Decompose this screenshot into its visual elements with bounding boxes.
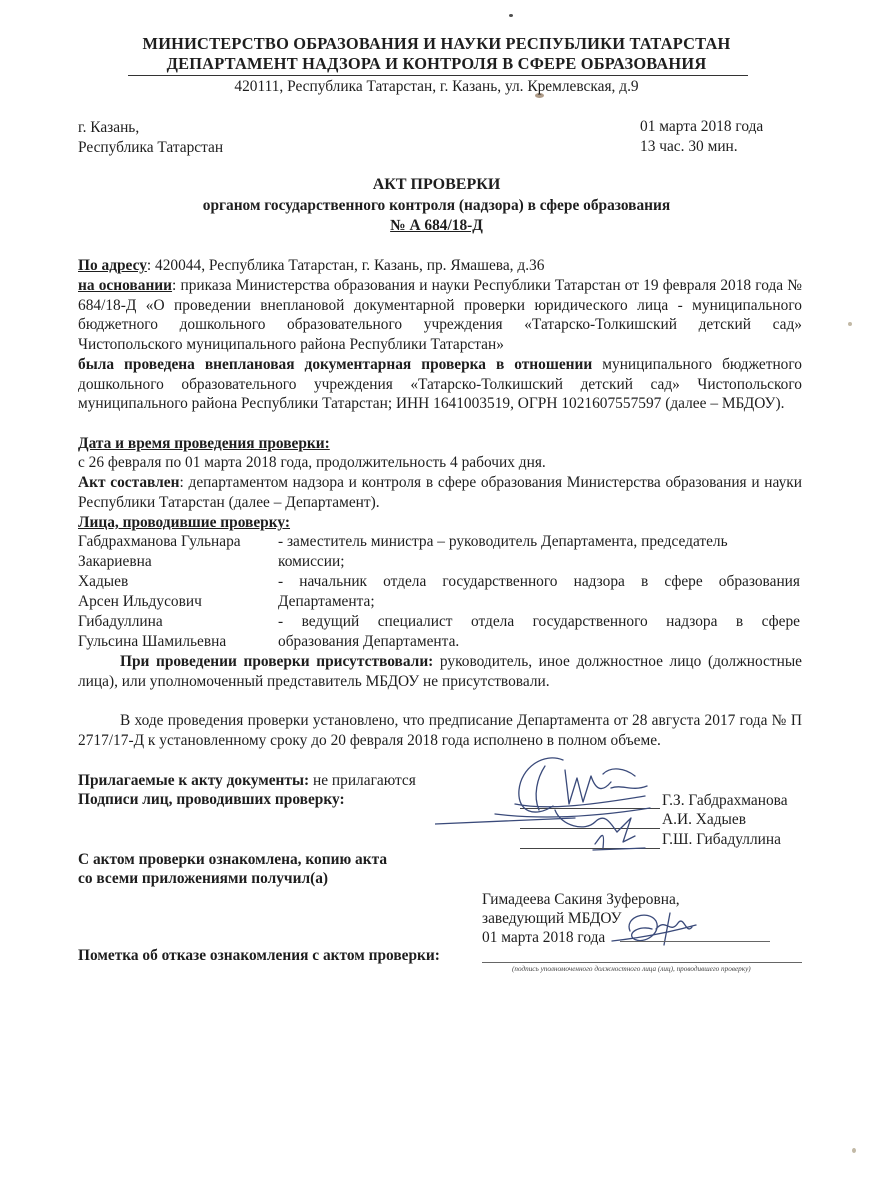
- persons-label: Лица, проводившие проверку:: [78, 514, 291, 531]
- person-1-name-text: Габдрахманова Гульнара: [78, 533, 241, 550]
- recipient-signature-image: [600, 905, 710, 955]
- basis-paragraph: [78, 276, 802, 354]
- person-2-role: [278, 572, 800, 611]
- person-1-name-line2: Закариевна: [78, 552, 152, 570]
- dates-label: Дата и время проведения проверки:: [78, 435, 330, 452]
- person-3-role-line2: образования Департамента.: [278, 632, 460, 650]
- person-2-name: [78, 572, 278, 611]
- place-region: Республика Татарстан: [78, 139, 224, 156]
- inspection-paragraph: [78, 355, 802, 414]
- signer-2: А.И. Хадыев: [662, 811, 746, 828]
- refusal-label: Пометка об отказе ознакомления с актом проверки:: [78, 947, 440, 964]
- signatures-label: Подписи лиц, проводивших проверку:: [78, 791, 345, 808]
- finding-paragraph: В ходе проведения проверки установлено, что предписание Департамента от 28 августа 2017 года № П 2717/17-Д к установленному сроку до 20 февраля 2018 года исполнено в полном объеме.: [78, 712, 802, 749]
- person-3-role: [278, 612, 800, 651]
- person-1-role-line1: - заместитель министра – руководитель Департамента, председатель: [278, 533, 728, 550]
- recipient-name: Гимадеева Сакиня Зуферовна,: [482, 891, 680, 908]
- inspection-value: муниципального бюджетного дошкольного образовательного учреждения «Татарско-Толкишский детский сад» Чистопольского муниципального района Республики Татарстан; ИНН 1641003519, ОГРН 1021607557597 (далее – МБДОУ).: [78, 356, 802, 413]
- person-3-name-line1: Гибадуллина: [78, 613, 163, 630]
- address-value: : 420044, Республика Татарстан, г. Казань, пр. Ямашева, д.36: [146, 257, 545, 274]
- act-number: № А 684/18-Д: [390, 217, 483, 234]
- act-title: АКТ ПРОВЕРКИ: [372, 176, 501, 193]
- attachments-value: не прилагаются: [312, 772, 416, 789]
- header-department: ДЕПАРТАМЕНТ НАДЗОРА И КОНТРОЛЯ В СФЕРЕ ОБРАЗОВАНИЯ: [166, 54, 707, 73]
- person-2-role-line2: Департамента;: [278, 592, 375, 610]
- present-value: руководитель, иное должностное лицо (должностные лица), или уполномоченный представитель МБДОУ не присутствовали.: [78, 653, 803, 690]
- attachments-line: [78, 771, 416, 791]
- act-time: 13 час. 30 мин.: [640, 138, 738, 155]
- place-city: г. Казань,: [78, 119, 140, 136]
- basis-label: на основании: [78, 277, 173, 294]
- header-address: 420111, Республика Татарстан, г. Казань, ул. Кремлевская, д.9: [234, 78, 639, 95]
- person-2-name-line1: Хадыев: [78, 573, 129, 590]
- present-label: При проведении проверки присутствовали:: [120, 653, 434, 670]
- person-3-name-line2: Гульсина Шамильевна: [78, 632, 227, 650]
- inspection-address: [78, 256, 802, 276]
- act-date: 01 марта 2018 года: [640, 118, 764, 135]
- person-1-role-line2: комиссии;: [278, 552, 345, 570]
- inspection-label: была проведена внеплановая документарная проверка в отношении: [78, 356, 593, 373]
- act-number-line: [0, 216, 873, 236]
- signature-caption: (подпись уполномоченного должностного лица (лиц), проводившего проверку): [512, 965, 751, 973]
- inspector-signatures-image: [435, 748, 675, 858]
- person-3-name: [78, 612, 278, 651]
- header-ministry: МИНИСТЕРСТВО ОБРАЗОВАНИЯ И НАУКИ РЕСПУБЛИКИ ТАТАРСТАН: [142, 34, 731, 53]
- basis-value: : приказа Министерства образования и науки Республики Татарстан от 19 февраля 2018 года № 684/18-Д «О проведении внеплановой документарной проверки юридического лица - муниципального бюджетного дошкольного образовательного учреждения «Татарско-Толкишский детский сад» Чистопольского муниципального района Республики Татарстан»: [78, 277, 802, 353]
- address-label: По адресу: [78, 257, 147, 274]
- person-2-name-line2: Арсен Ильдусович: [78, 592, 202, 610]
- act-subtitle: органом государственного контроля (надзора) в сфере образования: [202, 197, 671, 214]
- scan-speck: [509, 14, 513, 17]
- dates-value: с 26 февраля по 01 марта 2018 года, продолжительность 4 рабочих дня.: [78, 454, 546, 471]
- person-1-name: [78, 532, 278, 571]
- signer-1: Г.З. Габдрахманова: [662, 792, 788, 809]
- refusal-signature-line: [482, 962, 802, 963]
- signer-3: Г.Ш. Гибадуллина: [662, 831, 781, 848]
- person-3-role-line1: - ведущий специалист отдела государственного надзора в сфере: [278, 613, 800, 630]
- scan-speck: [852, 1148, 856, 1153]
- header-divider: [128, 75, 748, 76]
- compiled-value: : департаментом надзора и контроля в сфере образования Министерства образования и науки Республики Татарстан (далее – Департамент).: [78, 474, 803, 511]
- recipient-signature-line: [620, 941, 770, 942]
- compiled-label: Акт составлен: [78, 474, 180, 491]
- person-2-role-line1: - начальник отдела государственного надзора в сфере образования: [278, 573, 800, 590]
- recipient-date: 01 марта 2018 года: [482, 929, 606, 946]
- acquainted-line1: С актом проверки ознакомлена, копию акта: [78, 851, 388, 868]
- scan-speck: [848, 322, 852, 326]
- recipient-position: заведующий МБДОУ: [482, 910, 622, 927]
- acquainted-line2: со всеми приложениями получил(а): [78, 870, 329, 887]
- person-1-name-line1: [78, 532, 278, 552]
- person-1-role: [278, 532, 800, 571]
- compiled-paragraph: [78, 473, 802, 512]
- attachments-label: Прилагаемые к акту документы:: [78, 772, 310, 789]
- present-paragraph: [78, 652, 802, 691]
